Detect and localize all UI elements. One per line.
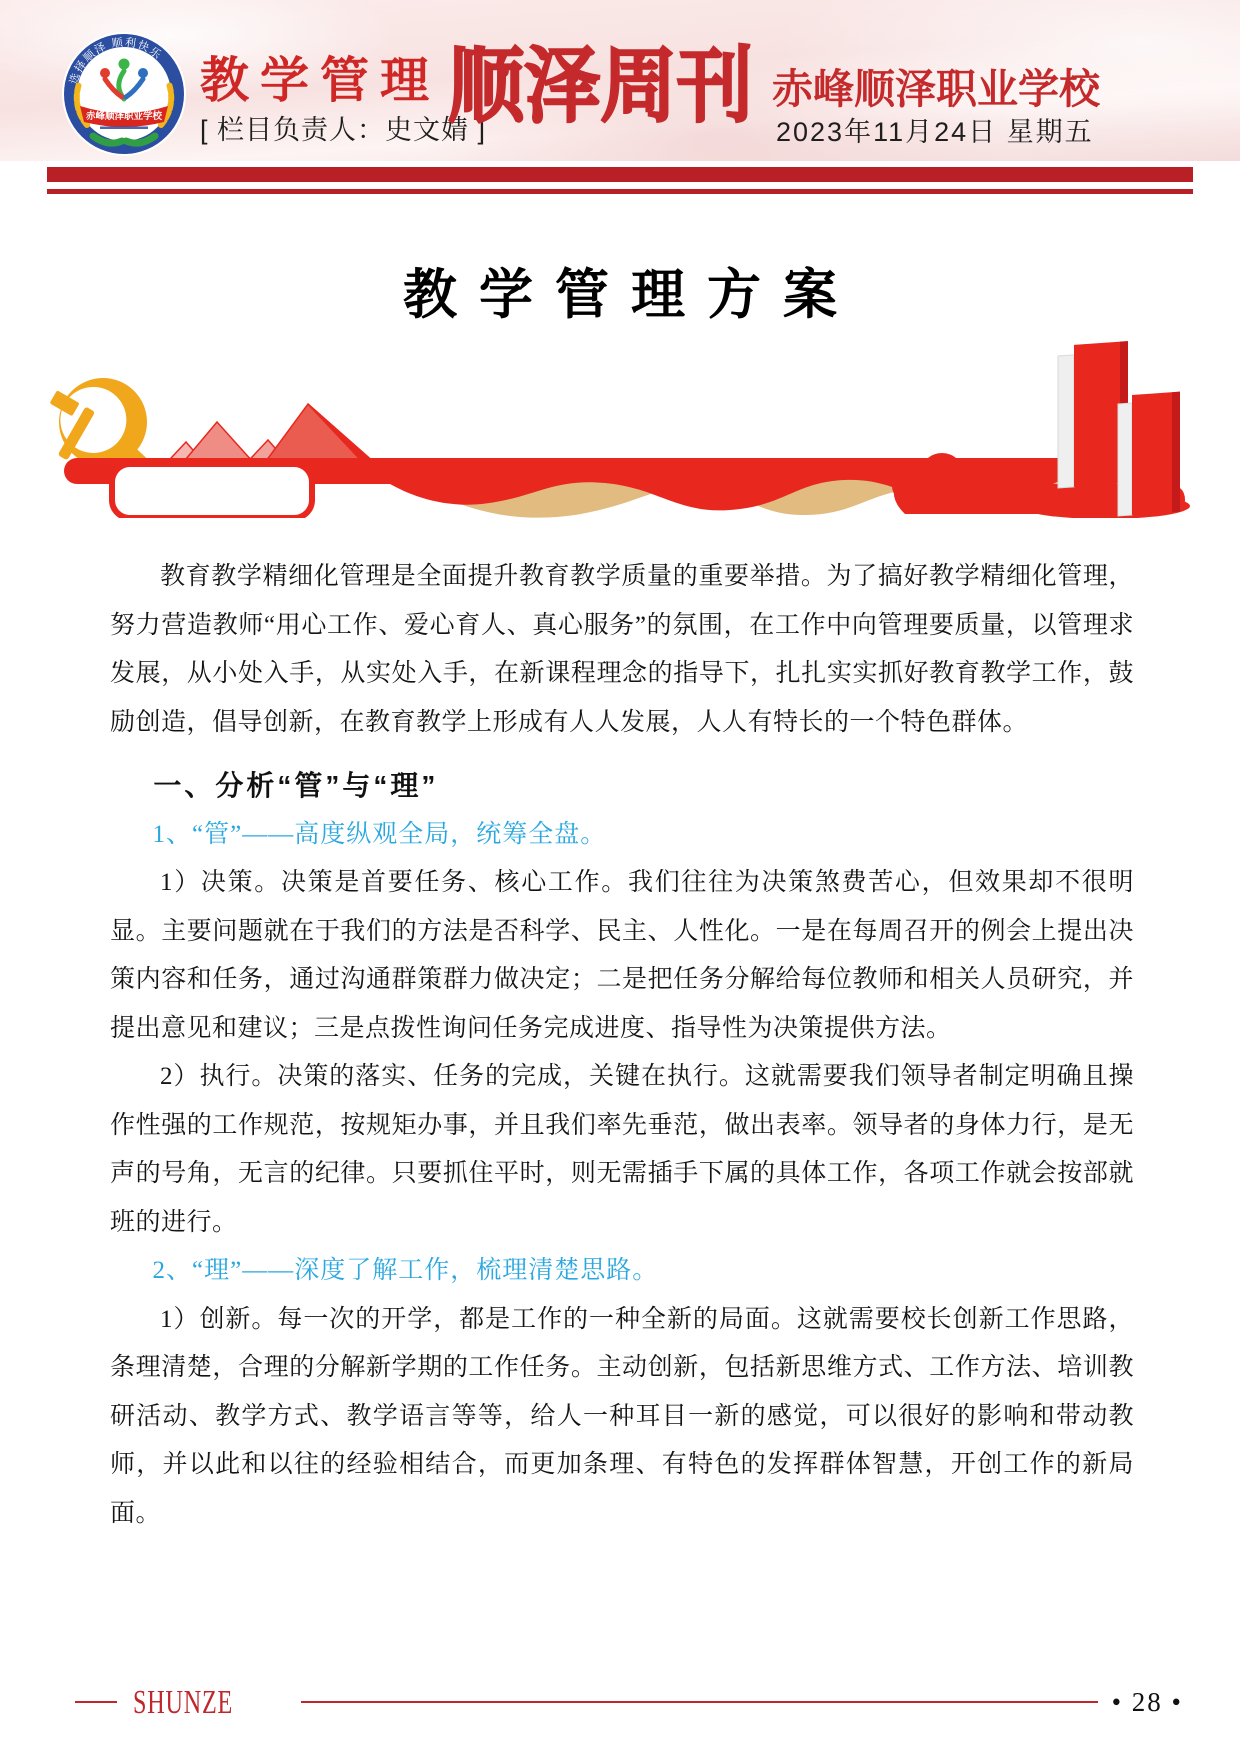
page-number: • 28 • (1111, 1686, 1183, 1717)
page-footer (75, 1682, 1183, 1722)
paragraph: 教育教学精细化管理是全面提升教育教学质量的重要举措。为了搞好教学精细化管理，努力营造教师“用心工作、爱心育人、真心服务”的氛围，在工作中向管理要质量，以管理求发展，从小处入手，从实处入手，在新课程理念的指导下，扎扎实实抓好教育教学工作，鼓励创造，倡导创新，在教育教学上形成有人人发展，人人有特长的一个特色群体。 (110, 563, 1134, 736)
page-header (0, 0, 1240, 161)
footer-line-long (301, 1701, 1097, 1703)
band-slot (112, 464, 312, 518)
article-body (110, 553, 1134, 1538)
school-name: 赤峰顺泽职业学校 (772, 66, 1100, 112)
footer-brand: SHUNZE (133, 1682, 234, 1721)
paragraph: 1）决策。决策是首要任务、核心工作。我们往往为决策煞费苦心，但效果却不很明显。主要问题就在于我们的方法是否科学、民主、人性化。一是在每周召开的例会上提出决策内容和任务，通过沟通群策群力做决定；二是把任务分解给每位教师和相关人员研究，并提出意见和建议；三是点拨性询问任务完成进度、指导性为决策提供方法。 (110, 869, 1134, 1042)
date-line: 2023年11月24日 星期五 (776, 117, 1094, 147)
header-divider-thick (47, 167, 1193, 182)
masthead-title: 顺泽周刊 (448, 41, 754, 132)
column-manager: [ 栏目负责人：史文婧 ] (200, 115, 487, 145)
paragraph: 2）执行。决策的落实、任务的完成，关键在执行。这就需要我们领导者制定明确且操作性强的工作规范，按规矩办事，并且我们率先垂范，做出表率。领导者的身体力行，是无声的号角，无言的纪律。只要抓住平时，则无需插手下属的具体工作，各项工作就会按部就班的进行。 (110, 1063, 1134, 1236)
logo-subtext-line (100, 127, 148, 130)
logo-school-name: 赤峰顺泽职业学校 (85, 112, 163, 122)
logo-motto: 选择顺泽 顺利快乐 (67, 36, 164, 86)
column-name: 教学管理 (200, 53, 441, 108)
section-heading: 一、分析“管”与“理” (153, 770, 439, 801)
paragraph: 1）创新。每一次的开学，都是工作的一种全新的局面。这就需要校长创新工作思路，条理清楚，合理的分解新学期的工作任务。主动创新，包括新思维方式、工作方法、培训教研活动、教学方式、教学语言等等，给人一种耳目一新的感觉，可以很好的影响和带动教师，并以此和以往的经验相结合，而更加条理、有特色的发挥群体智慧，开创工作的新局面。 (110, 1305, 1134, 1527)
footer-line-short (75, 1701, 117, 1703)
article-title: 教学管理方案 (403, 265, 859, 325)
decorative-banner (0, 318, 1240, 518)
subheading-blue: 1、“管”——高度纵观全局，统筹全盘。 (152, 820, 607, 848)
header-divider-thin (47, 189, 1193, 194)
school-logo (60, 30, 188, 158)
subheading-blue: 2、“理”——深度了解工作，梳理清楚思路。 (152, 1257, 659, 1284)
